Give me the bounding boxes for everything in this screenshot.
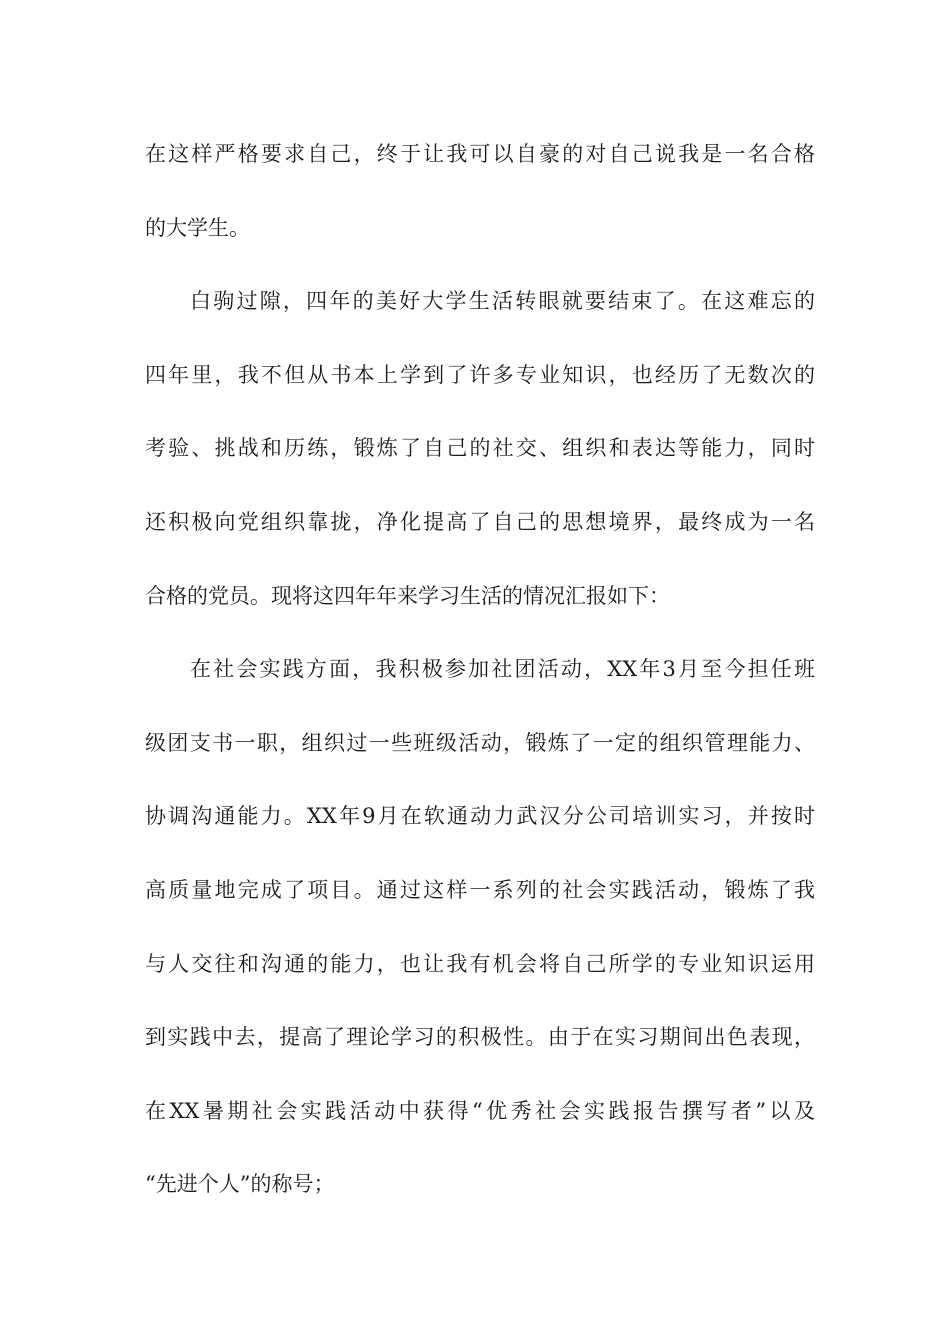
text-line: 协调沟通能力。XX年9月在软通动力武汉分公司培训实习，并按时 — [145, 804, 815, 829]
text-line: “先进个人”的称号； — [145, 1172, 335, 1197]
paragraph-3-line-8 — [145, 1157, 815, 1231]
paragraph-1-line-2 — [145, 201, 815, 275]
text-line: 在XX暑期社会实践活动中获得“优秀社会实践报告撰写者”以及 — [145, 1098, 815, 1123]
paragraph-3-line-7 — [145, 1084, 815, 1158]
paragraph-2-line-1 — [145, 274, 815, 348]
paragraph-1-line-1 — [145, 127, 815, 201]
paragraph-2-line-5 — [145, 569, 815, 643]
paragraph-3-line-3 — [145, 789, 815, 863]
text-line: 考验、挑战和历练，锻炼了自己的社交、组织和表达等能力，同时 — [145, 436, 815, 461]
document-body — [145, 127, 815, 1231]
text-line: 在社会实践方面，我积极参加社团活动，XX年3月至今担任班 — [190, 657, 815, 682]
text-line: 白驹过隙，四年的美好大学生活转眼就要结束了。在这难忘的 — [190, 289, 815, 314]
text-line: 四年里，我不但从书本上学到了许多专业知识，也经历了无数次的 — [145, 362, 815, 387]
paragraph-3-line-6 — [145, 1010, 815, 1084]
text-line: 高质量地完成了项目。通过这样一系列的社会实践活动，锻炼了我 — [145, 877, 815, 902]
paragraph-3-line-1 — [145, 642, 815, 716]
paragraph-2-line-2 — [145, 348, 815, 422]
paragraph-3-line-2 — [145, 716, 815, 790]
text-line: 级团支书一职，组织过一些班级活动，锻炼了一定的组织管理能力、 — [145, 730, 815, 755]
paragraph-3-line-4 — [145, 863, 815, 937]
paragraph-2-line-4 — [145, 495, 815, 569]
text-line: 在这样严格要求自己，终于让我可以自豪的对自己说我是一名合格 — [145, 142, 815, 166]
text-line: 的大学生。 — [145, 215, 250, 240]
text-line: 与人交往和沟通的能力，也让我有机会将自己所学的专业知识运用 — [145, 951, 815, 976]
text-line: 合格的党员。现将这四年年来学习生活的情况汇报如下： — [145, 583, 670, 608]
paragraph-3-line-5 — [145, 937, 815, 1011]
text-line: 到实践中去，提高了理论学习的积极性。由于在实习期间出色表现， — [145, 1025, 815, 1050]
paragraph-2-line-3 — [145, 421, 815, 495]
text-line: 还积极向党组织靠拢，净化提高了自己的思想境界，最终成为一名 — [145, 509, 815, 534]
